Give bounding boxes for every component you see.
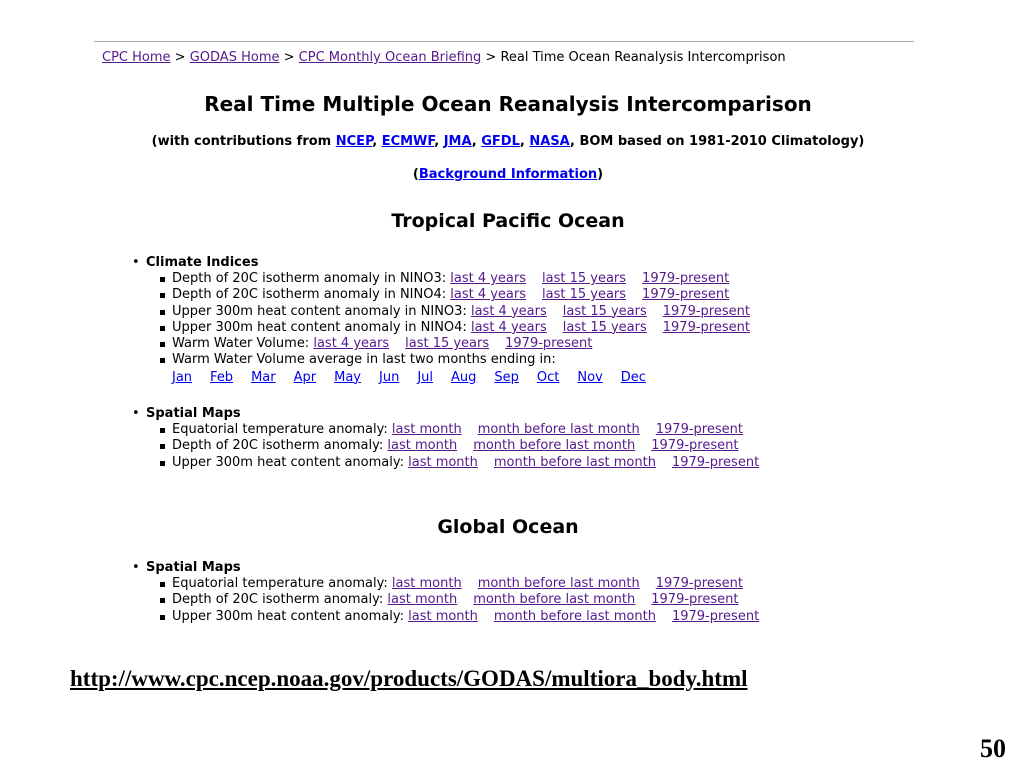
tropical-spatial-maps-list xyxy=(132,422,775,471)
period-link[interactable]: last 15 years xyxy=(562,319,647,335)
item-label: Equatorial temperature anomaly: xyxy=(172,576,388,591)
period-link[interactable]: month before last month xyxy=(493,608,656,624)
global-spatial-maps-list xyxy=(132,576,775,625)
period-link[interactable]: 1979-present xyxy=(671,454,760,470)
item-label: Upper 300m heat content anomaly in NINO3: xyxy=(172,303,467,319)
item-label: Warm Water Volume average in last two months ending in: xyxy=(172,352,556,368)
period-link[interactable]: last 15 years xyxy=(542,271,627,286)
background-info-line xyxy=(0,167,1016,182)
nasa-link[interactable]: NASA xyxy=(529,134,570,149)
contrib-prefix: (with contributions from xyxy=(151,134,332,149)
month-link[interactable]: Oct xyxy=(536,369,560,385)
month-link[interactable]: Apr xyxy=(293,369,317,385)
item-label: Depth of 20C isotherm anomaly in NINO4: xyxy=(172,287,447,303)
period-link[interactable]: last month xyxy=(408,454,478,470)
period-link[interactable]: 1979-present xyxy=(651,438,739,454)
period-link[interactable]: last 15 years xyxy=(562,303,647,319)
period-link[interactable]: month before last month xyxy=(477,576,640,591)
month-link[interactable]: May xyxy=(334,369,361,385)
item-label: Depth of 20C isotherm anomaly: xyxy=(172,438,384,454)
period-link[interactable]: 1979-present xyxy=(642,271,730,286)
period-link[interactable]: 1979-present xyxy=(671,608,760,624)
list-item xyxy=(172,438,775,454)
list-item xyxy=(172,336,766,352)
period-link[interactable]: last 15 years xyxy=(542,287,627,303)
item-label: Depth of 20C isotherm anomaly: xyxy=(172,592,384,608)
climate-indices-list xyxy=(132,271,766,369)
period-link[interactable]: 1979-present xyxy=(642,287,730,303)
ecmwf-link[interactable]: ECMWF xyxy=(381,134,435,149)
paren-close: ) xyxy=(597,167,604,182)
period-link[interactable]: 1979-present xyxy=(651,592,739,608)
period-link[interactable]: last 4 years xyxy=(470,319,547,335)
ncep-link[interactable]: NCEP xyxy=(335,134,373,149)
paren-open: ( xyxy=(412,167,419,182)
period-link[interactable]: last 4 years xyxy=(450,287,527,303)
comma: , xyxy=(434,134,440,149)
list-item xyxy=(172,422,775,438)
period-link[interactable]: last month xyxy=(391,422,462,437)
month-link[interactable]: Dec xyxy=(620,369,646,385)
list-item xyxy=(172,287,766,303)
gfdl-link[interactable]: GFDL xyxy=(481,134,520,149)
list-item xyxy=(172,320,766,336)
month-link[interactable]: Jan xyxy=(172,369,193,385)
item-label: Upper 300m heat content anomaly: xyxy=(172,608,404,624)
item-label: Upper 300m heat content anomaly in NINO4: xyxy=(172,319,467,335)
period-link[interactable]: 1979-present xyxy=(655,422,743,437)
list-item xyxy=(172,576,775,592)
contrib-suffix: , BOM based on 1981-2010 Climatology) xyxy=(569,134,865,149)
climate-indices-heading: • Climate Indices xyxy=(132,255,766,271)
comma: , xyxy=(372,134,378,149)
global-spatial-maps-section xyxy=(132,560,775,625)
spatial-maps-heading: • Spatial Maps xyxy=(132,560,775,576)
slide-page-number: 50 xyxy=(980,734,1006,763)
item-label: Depth of 20C isotherm anomaly in NINO3: xyxy=(172,271,447,286)
period-link[interactable]: 1979-present xyxy=(662,319,750,335)
period-link[interactable]: last 15 years xyxy=(405,336,490,352)
breadcrumb-separator: > xyxy=(485,50,497,65)
comma: , xyxy=(471,134,477,149)
global-ocean-heading: Global Ocean xyxy=(437,516,579,538)
period-link[interactable]: last 4 years xyxy=(313,336,390,352)
top-divider xyxy=(94,41,914,42)
contributions-line xyxy=(0,134,1016,149)
period-link[interactable]: 1979-present xyxy=(662,303,750,319)
tropical-spatial-maps-section xyxy=(132,406,775,471)
list-item xyxy=(172,271,766,287)
list-item xyxy=(172,592,775,608)
list-item xyxy=(172,304,766,320)
item-label: Equatorial temperature anomaly: xyxy=(172,422,388,437)
month-link[interactable]: Jul xyxy=(417,369,433,385)
period-link[interactable]: last 4 years xyxy=(470,303,547,319)
jma-link[interactable]: JMA xyxy=(443,134,472,149)
period-link[interactable]: last month xyxy=(387,438,458,454)
month-link[interactable]: Mar xyxy=(251,369,276,385)
climate-indices-section xyxy=(132,255,766,386)
item-label: Warm Water Volume: xyxy=(172,336,310,352)
month-link[interactable]: Aug xyxy=(451,369,477,385)
breadcrumb-briefing-link[interactable]: CPC Monthly Ocean Briefing xyxy=(298,50,482,65)
period-link[interactable]: month before last month xyxy=(493,454,656,470)
source-url[interactable]: http://www.cpc.ncep.noaa.gov/products/GODAS/multiora_body.html xyxy=(70,666,748,691)
breadcrumb-godas-home-link[interactable]: GODAS Home xyxy=(189,50,280,65)
comma: , xyxy=(519,134,525,149)
list-item xyxy=(172,609,775,625)
breadcrumb xyxy=(102,50,786,65)
period-link[interactable]: 1979-present xyxy=(655,576,743,591)
period-link[interactable]: month before last month xyxy=(473,438,636,454)
period-link[interactable]: month before last month xyxy=(473,592,636,608)
period-link[interactable]: last month xyxy=(387,592,458,608)
tropical-pacific-heading: Tropical Pacific Ocean xyxy=(391,210,625,232)
period-link[interactable]: last 4 years xyxy=(450,271,527,286)
period-link[interactable]: last month xyxy=(391,576,462,591)
period-link[interactable]: last month xyxy=(408,608,478,624)
month-link[interactable]: Nov xyxy=(577,369,603,385)
list-item xyxy=(172,455,775,471)
month-link[interactable]: Feb xyxy=(210,369,234,385)
period-link[interactable]: month before last month xyxy=(477,422,640,437)
item-label: Upper 300m heat content anomaly: xyxy=(172,454,404,470)
month-links xyxy=(132,369,766,386)
month-link[interactable]: Jun xyxy=(379,369,400,385)
month-link[interactable]: Sep xyxy=(494,369,519,385)
breadcrumb-current-page: Real Time Ocean Reanalysis Intercomprison xyxy=(500,50,786,65)
breadcrumb-separator: > xyxy=(283,50,295,65)
breadcrumb-cpc-home-link[interactable]: CPC Home xyxy=(102,50,171,65)
page-title: Real Time Multiple Ocean Reanalysis Intercomparison xyxy=(204,92,812,116)
background-information-link[interactable]: Background Information xyxy=(418,167,598,182)
list-item xyxy=(172,352,766,368)
period-link[interactable]: 1979-present xyxy=(505,336,593,352)
breadcrumb-separator: > xyxy=(174,50,186,65)
spatial-maps-heading: • Spatial Maps xyxy=(132,406,775,422)
